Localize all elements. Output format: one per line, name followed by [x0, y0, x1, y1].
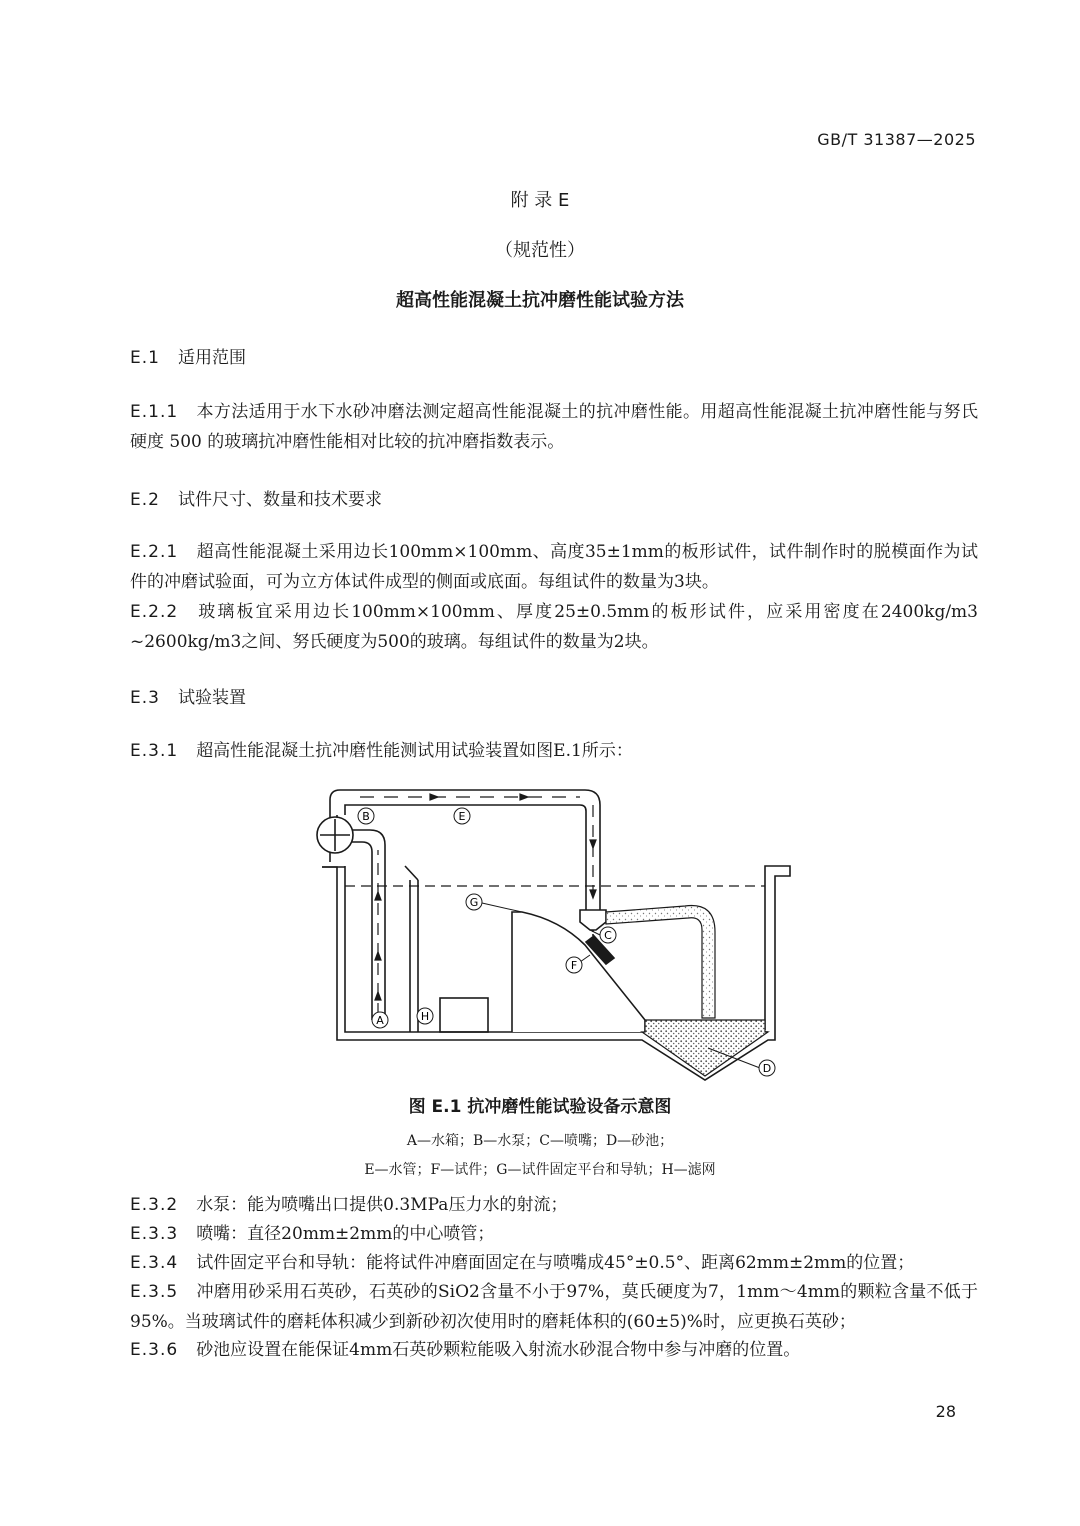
svg-text:H: H [420, 1010, 430, 1023]
clause-e2-1 [130, 537, 978, 597]
label-c [600, 927, 616, 943]
clause-e3-6 [130, 1335, 978, 1365]
page-number: 28 [935, 1402, 956, 1421]
clause-text: 超高性能混凝土抗冲磨性能测试用试验装置如图E.1所示： [196, 741, 633, 761]
clause-text: 超高性能混凝土采用边长100mm×100mm、高度35±1mm的板形试件，试件制作时的脱模面作为试件的冲磨试验面，可为立方体试件成型的侧面或底面。每组试件的数量为3块。 [130, 542, 978, 592]
label-e [454, 808, 470, 824]
clause-number: E.3.6 [130, 1340, 179, 1360]
svg-text:D: D [762, 1062, 772, 1075]
clause-number: E.3.5 [130, 1282, 179, 1302]
clause-number: E.3.2 [130, 1195, 179, 1215]
clause-e3-2 [130, 1190, 978, 1220]
clause-number: E.3.4 [130, 1253, 179, 1273]
section-number: E.2 [130, 490, 160, 510]
section-title: 适用范围 [178, 348, 246, 368]
section-heading-e3 [130, 683, 246, 708]
clause-e3-1 [130, 736, 978, 766]
clause-text: 水泵：能为喷嘴出口提供0.3MPa压力水的射流； [196, 1195, 568, 1215]
section-title: 试验装置 [178, 688, 246, 708]
section-number: E.3 [130, 688, 160, 708]
section-number: E.1 [130, 348, 160, 368]
label-b [358, 808, 374, 824]
label-a [372, 1012, 388, 1028]
section-title: 试件尺寸、数量和技术要求 [178, 490, 382, 510]
label-h [417, 1008, 433, 1024]
svg-text:A: A [376, 1014, 384, 1027]
clause-text: 冲磨用砂采用石英砂，石英砂的SiO2含量不小于97%，莫氏硬度为7，1mm～4mm的颗粒含量不低于95%。当玻璃试件的磨耗体积减少到新砂初次使用时的磨耗体积的(60±5)%时，应更换石英砂； [130, 1282, 978, 1332]
svg-text:F: F [570, 959, 578, 972]
standard-number: GB/T 31387—2025 [817, 130, 976, 149]
clause-e3-3 [130, 1219, 978, 1249]
clause-number: E.2.1 [130, 542, 179, 562]
clause-number: E.1.1 [130, 402, 179, 422]
clause-number: E.2.2 [130, 602, 179, 622]
section-heading-e1 [130, 343, 246, 368]
section-heading-e2 [130, 485, 382, 510]
appendix-title: 超高性能混凝土抗冲磨性能试验方法 [396, 290, 684, 311]
clause-e3-4 [130, 1248, 978, 1278]
clause-text: 玻璃板宜采用边长100mm×100mm、厚度25±0.5mm的板形试件，应采用密度在2400kg/m3 ~2600kg/m3之间、努氏硬度为500的玻璃。每组试件的数量为2块。 [130, 602, 978, 652]
clause-e3-5 [130, 1277, 978, 1337]
svg-text:G: G [469, 896, 479, 909]
clause-number: E.3.1 [130, 741, 179, 761]
figure-legend-line2: E—水管；F—试件；G—试件固定平台和导轨；H—滤网 [364, 1162, 716, 1178]
clause-text: 喷嘴：直径20mm±2mm的中心喷管； [196, 1224, 495, 1244]
appendix-label: 附 录 E [510, 190, 570, 211]
clause-e2-2 [130, 597, 978, 657]
clause-number: E.3.3 [130, 1224, 179, 1244]
label-d [759, 1060, 775, 1076]
svg-text:B: B [362, 810, 370, 823]
figure-legend-line1: A—水箱；B—水泵；C—喷嘴；D—砂池； [406, 1133, 674, 1149]
clause-text: 试件固定平台和导轨：能将试件冲磨面固定在与喷嘴成45°±0.5°、距离62mm±2mm的位置； [196, 1253, 915, 1273]
clause-e1-1 [130, 397, 978, 457]
figure-e1-diagram [300, 780, 800, 1090]
appendix-nature: （规范性） [495, 240, 585, 261]
clause-text: 本方法适用于水下水砂冲磨法测定超高性能混凝土的抗冲磨性能。用超高性能混凝土抗冲磨性能与努氏硬度 500 的玻璃抗冲磨性能相对比较的抗冲磨指数表示。 [130, 402, 978, 452]
figure-caption: 图 E.1 抗冲磨性能试验设备示意图 [408, 1097, 672, 1117]
svg-text:C: C [604, 929, 612, 942]
label-f [566, 957, 582, 973]
label-g [466, 894, 482, 910]
svg-text:E: E [458, 810, 466, 823]
clause-text: 砂池应设置在能保证4mm石英砂颗粒能吸入射流水砂混合物中参与冲磨的位置。 [196, 1340, 801, 1360]
